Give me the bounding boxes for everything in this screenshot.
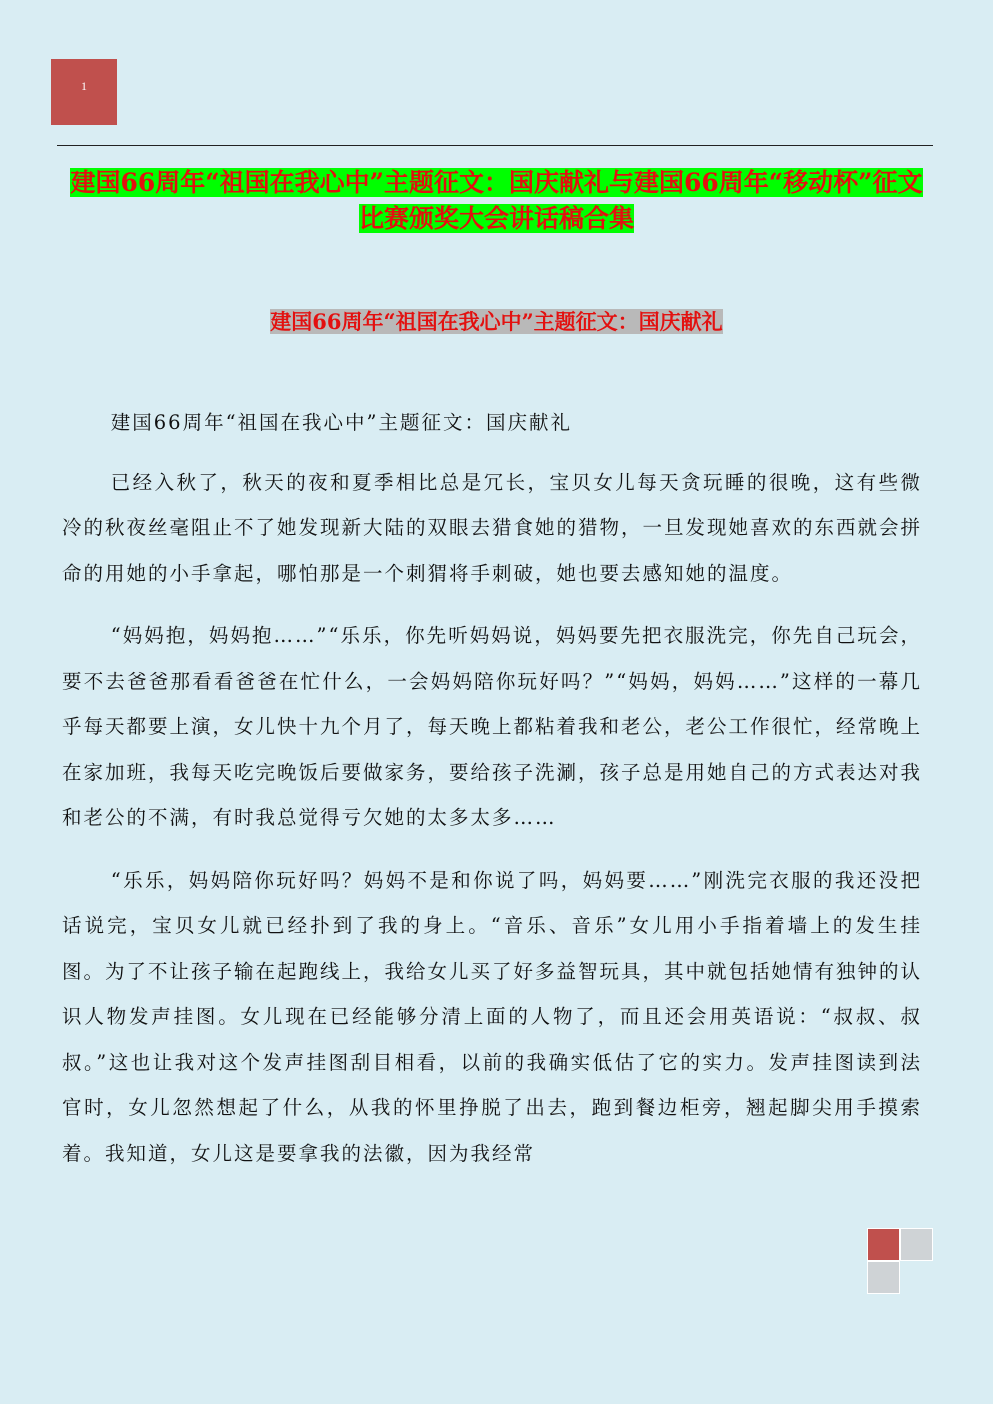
page-number: 1 bbox=[81, 79, 87, 93]
document-title-text: 建国66周年“祖国在我心中”主题征文：国庆献礼与建国66周年“移动杯”征文比赛颁奖大会讲话稿合集 bbox=[70, 168, 923, 233]
header-divider bbox=[57, 145, 933, 146]
page-number-badge bbox=[51, 59, 117, 125]
paragraph: “乐乐，妈妈陪你玩好吗？妈妈不是和你说了吗，妈妈要……”刚洗完衣服的我还没把话说完，宝贝女儿就已经扑到了我的身上。“音乐、音乐”女儿用小手指着墙上的发生挂图。为了不让孩子输在起跑线上，我给女儿买了好多益智玩具，其中就包括她情有独钟的认识人物发声挂图。女儿现在已经能够分清上面的人物了，而且还会用英语说：“叔叔、叔叔。”这也让我对这个发声挂图刮目相看，以前的我确实低估了它的实力。发声挂图读到法官时，女儿忽然想起了什么，从我的怀里挣脱了出去，跑到餐边柜旁，翘起脚尖用手摸索着。我知道，女儿这是要拿我的法徽，因为我经常 bbox=[62, 868, 923, 1165]
paragraph: “妈妈抱，妈妈抱……”“乐乐，你先听妈妈说，妈妈要先把衣服洗完，你先自己玩会，要不去爸爸那看看爸爸在忙什么，一会妈妈陪你玩好吗？”“妈妈，妈妈……”这样的一幕几乎每天都要上演，女儿快十九个月了，每天晚上都粘着我和老公，老公工作很忙，经常晚上在家加班，我每天吃完晚饭后要做家务，要给孩子洗涮，孩子总是用她自己的方式表达对我和老公的不满，有时我总觉得亏欠她的太多太多…… bbox=[62, 624, 923, 829]
corner-square-gray bbox=[867, 1261, 900, 1294]
corner-square-red bbox=[867, 1228, 900, 1261]
article-heading-line: 建国66周年“祖国在我心中”主题征文：国庆献礼 bbox=[110, 411, 573, 434]
paragraph: 已经入秋了，秋天的夜和夏季相比总是冗长，宝贝女儿每天贪玩睡的很晚，这有些微冷的秋夜丝毫阻止不了她发现新大陆的双眼去猎食她的猎物，一旦发现她喜欢的东西就会拼命的用她的小手拿起，哪怕那是一个刺猬将手刺破，她也要去感知她的温度。 bbox=[62, 470, 923, 585]
article-body bbox=[62, 400, 922, 1193]
section-title bbox=[60, 304, 933, 340]
corner-decoration bbox=[867, 1228, 933, 1294]
section-title-text: 建国66周年“祖国在我心中”主题征文：国庆献礼 bbox=[270, 309, 723, 334]
document-title bbox=[60, 165, 933, 237]
corner-square-gray bbox=[900, 1228, 933, 1261]
